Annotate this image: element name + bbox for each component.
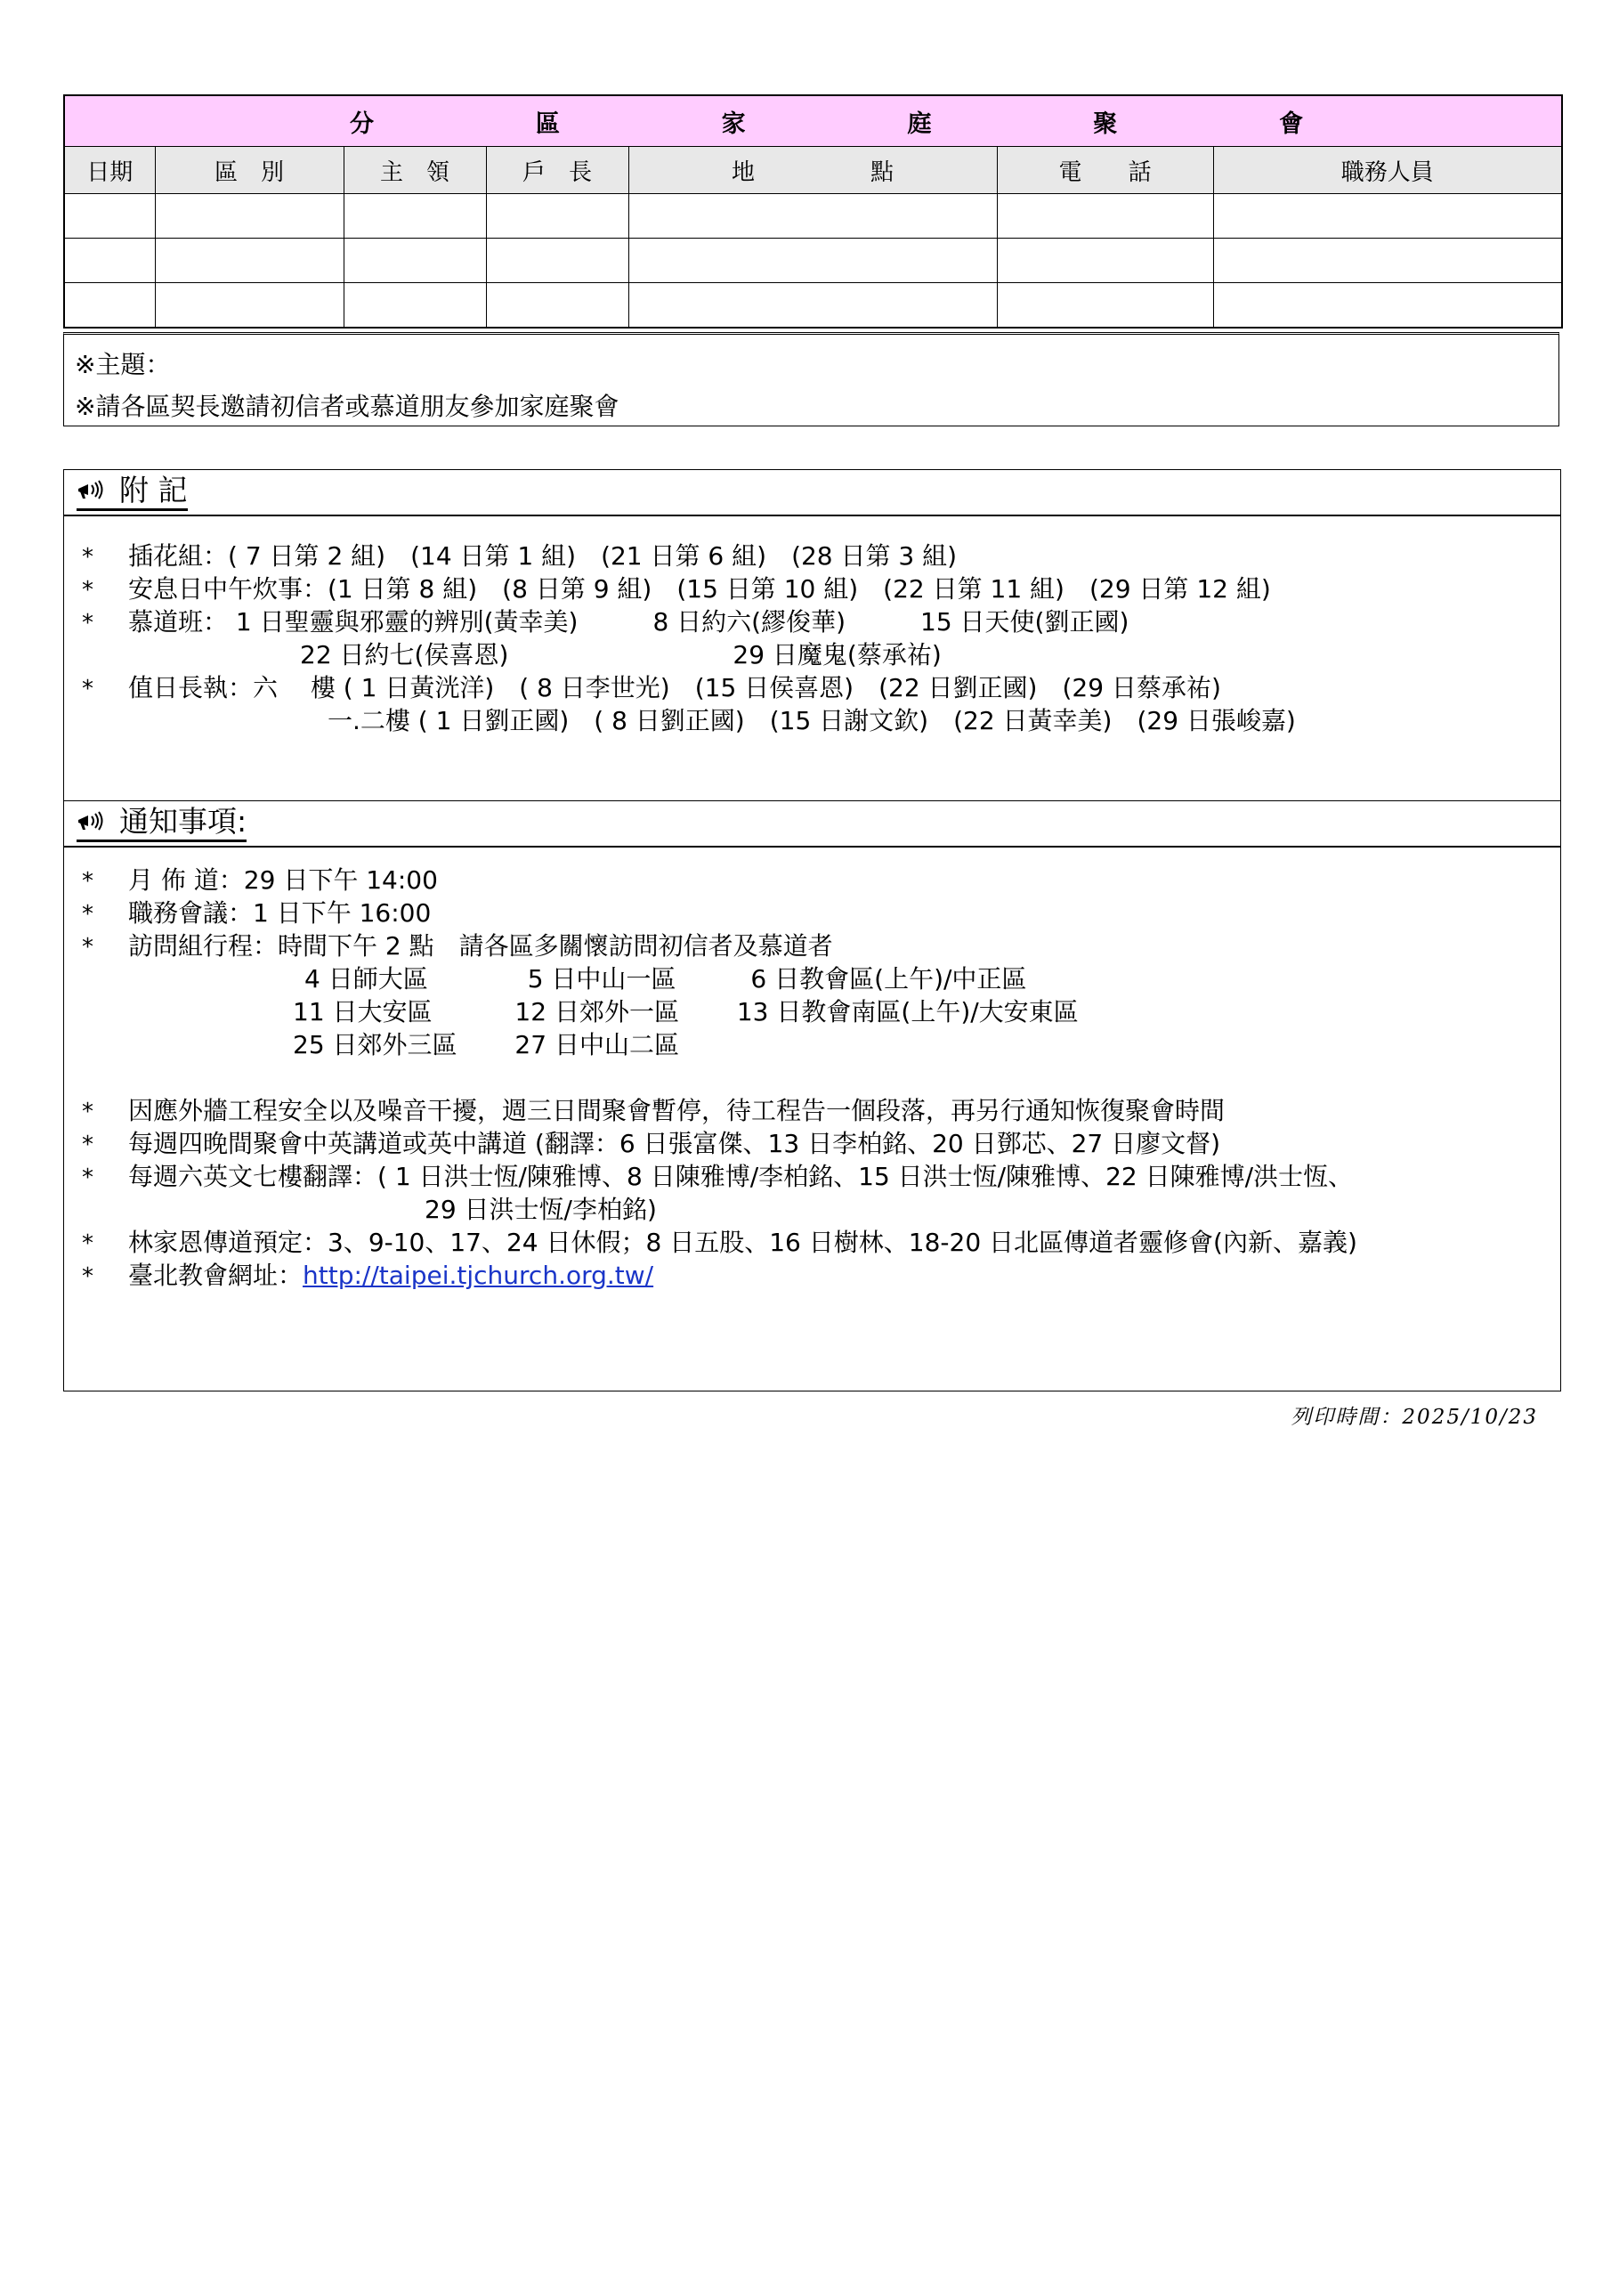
table-cell [997, 283, 1213, 329]
table-cell [155, 194, 344, 239]
bullet: * [82, 1099, 93, 1125]
bullet: * [82, 868, 93, 895]
bullet: * [82, 934, 93, 961]
column-header-location: 地 點 [628, 147, 997, 194]
bullet: * [82, 676, 93, 702]
invite-note: ※請各區契長邀請初信者或慕道朋友參加家庭聚會 [75, 392, 619, 421]
table-title-row [64, 95, 1562, 147]
website-label: 臺北教會網址： [128, 1261, 304, 1290]
item-text: 林家恩傳道預定：3、9-10、17、24 日休假；8 日五股、16 日樹林、18-20 日北區傳道者靈修會(內新、嘉義) [128, 1228, 1357, 1257]
item-text: 29 日洪士恆/李柏銘) [425, 1195, 657, 1224]
list-item [82, 995, 1542, 1028]
notices-list [64, 848, 1560, 1292]
list-item [82, 1226, 1542, 1259]
column-header-staff: 職務人員 [1213, 147, 1562, 194]
bullet: * [82, 1132, 93, 1158]
item-text: 因應外牆工程安全以及噪音干擾，週三日間聚會暫停，待工程告一個段落，再另行通知恢復聚會時間 [128, 1096, 1226, 1125]
notices-section [63, 800, 1561, 1391]
table-cell [344, 239, 486, 283]
item-text: 25 日郊外三區 27 日中山二區 [293, 1030, 679, 1059]
list-item [82, 1160, 1542, 1193]
list-item [82, 1193, 1542, 1226]
notices-heading: 通知事項: [119, 804, 247, 839]
list-item [82, 864, 1542, 896]
list-item [82, 671, 1542, 704]
website-item [128, 1259, 653, 1292]
church-website-link[interactable]: http://taipei.tjchurch.org.tw/ [303, 1261, 654, 1290]
item-text: 月 佈 道：29 日下午 14:00 [128, 865, 438, 895]
table-cell [997, 194, 1213, 239]
list-item [82, 572, 1542, 605]
title-char: 會 [1279, 110, 1304, 138]
bullet: * [82, 901, 93, 928]
item-text: 訪問組行程：時間下午 2 點 請各區多關懷訪問初信者及慕道者 [128, 931, 833, 961]
table-cell [628, 194, 997, 239]
list-item [82, 1028, 1542, 1061]
item-text: 每週四晚間聚會中英講道或英中講道 (翻譯：6 日張富傑、13 日李柏銘、20 日鄧芯、27 日廖文督) [128, 1129, 1221, 1158]
table-row [64, 283, 1562, 329]
list-item [82, 1127, 1542, 1160]
item-text: 職務會議：1 日下午 16:00 [128, 898, 432, 928]
list-item [82, 1094, 1542, 1127]
column-header-leader: 主 領 [344, 147, 486, 194]
column-header-date: 日期 [64, 147, 155, 194]
list-item [82, 638, 1542, 671]
bullet: * [82, 1263, 93, 1290]
item-text: 一.二樓 ( 1 日劉正國) ( 8 日劉正國) (15 日謝文欽) (22 日黃幸美) (29 日張峻嘉) [328, 706, 1296, 735]
column-header-phone: 電 話 [997, 147, 1213, 194]
table-row [64, 194, 1562, 239]
table-cell [64, 239, 155, 283]
item-text: 插花組：( 7 日第 2 組) (14 日第 1 組) (21 日第 6 組) (28 日第 3 組) [128, 541, 958, 571]
item-text: 每週六英文七樓翻譯：( 1 日洪士恆/陳雅博、8 日陳雅博/李柏銘、15 日洪士恆/陳雅博、22 日陳雅博/洪士恆、 [128, 1162, 1354, 1191]
title-char: 聚 [1093, 110, 1118, 138]
item-text: 安息日中午炊事：(1 日第 8 組) (8 日第 9 組) (15 日第 10 組) (22 日第 11 組) (29 日第 12 組) [128, 574, 1271, 604]
family-meeting-notes [63, 332, 1559, 426]
notices-header [64, 801, 1560, 848]
bullet: * [82, 610, 93, 637]
list-item [82, 1259, 1542, 1292]
table-cell [344, 194, 486, 239]
table-cell [628, 283, 997, 329]
item-text: 22 日約七(侯喜恩) 29 日魔鬼(蔡承祐) [300, 640, 942, 669]
table-cell [486, 283, 628, 329]
table-title [64, 95, 1562, 147]
list-item [82, 929, 1542, 962]
item-text: 值日長執：六 樓 ( 1 日黃洸洋) ( 8 日李世光) (15 日侯喜恩) (22 日劉正國) (29 日蔡承祐) [128, 673, 1221, 702]
list-item [82, 1061, 1542, 1094]
table-cell [997, 239, 1213, 283]
table-cell [64, 194, 155, 239]
item-text: 慕道班： 1 日聖靈與邪靈的辨別(黃幸美) 8 日約六(繆俊華) 15 日天使(劉正國) [128, 607, 1129, 637]
table-cell [628, 239, 997, 283]
bullet: * [82, 577, 93, 604]
list-item [82, 605, 1542, 638]
table-cell [486, 239, 628, 283]
title-char: 分 [350, 110, 374, 138]
appendix-section [63, 469, 1561, 801]
table-cell [344, 283, 486, 329]
table-row [64, 239, 1562, 283]
bullet: * [82, 544, 93, 571]
title-char: 庭 [907, 110, 932, 138]
table-cell [155, 283, 344, 329]
table-cell [486, 194, 628, 239]
table-cell [155, 239, 344, 283]
table-cell [1213, 283, 1562, 329]
list-item [82, 540, 1542, 572]
item-text: 11 日大安區 12 日郊外一區 13 日教會南區(上午)/大安東區 [293, 997, 1079, 1026]
title-char: 家 [721, 110, 746, 138]
megaphone-icon [77, 810, 107, 833]
table-cell [64, 283, 155, 329]
appendix-list [64, 516, 1560, 737]
megaphone-icon [77, 479, 107, 502]
column-header-host: 戶 長 [486, 147, 628, 194]
list-item [82, 704, 1542, 737]
print-time: 列印時間：2025/10/23 [1291, 1406, 1538, 1429]
bullet: * [82, 1230, 93, 1257]
bullet: * [82, 1164, 93, 1191]
list-item [82, 962, 1542, 995]
theme-label: ※主題： [75, 350, 171, 379]
table-header-row [64, 147, 1562, 194]
title-char: 區 [535, 110, 560, 138]
appendix-heading: 附 記 [119, 473, 188, 507]
column-header-district: 區 別 [155, 147, 344, 194]
family-meeting-table [63, 94, 1563, 329]
list-item [82, 896, 1542, 929]
appendix-header [64, 470, 1560, 516]
item-text: 4 日師大區 5 日中山一區 6 日教會區(上午)/中正區 [304, 964, 1027, 994]
table-cell [1213, 239, 1562, 283]
table-cell [1213, 194, 1562, 239]
